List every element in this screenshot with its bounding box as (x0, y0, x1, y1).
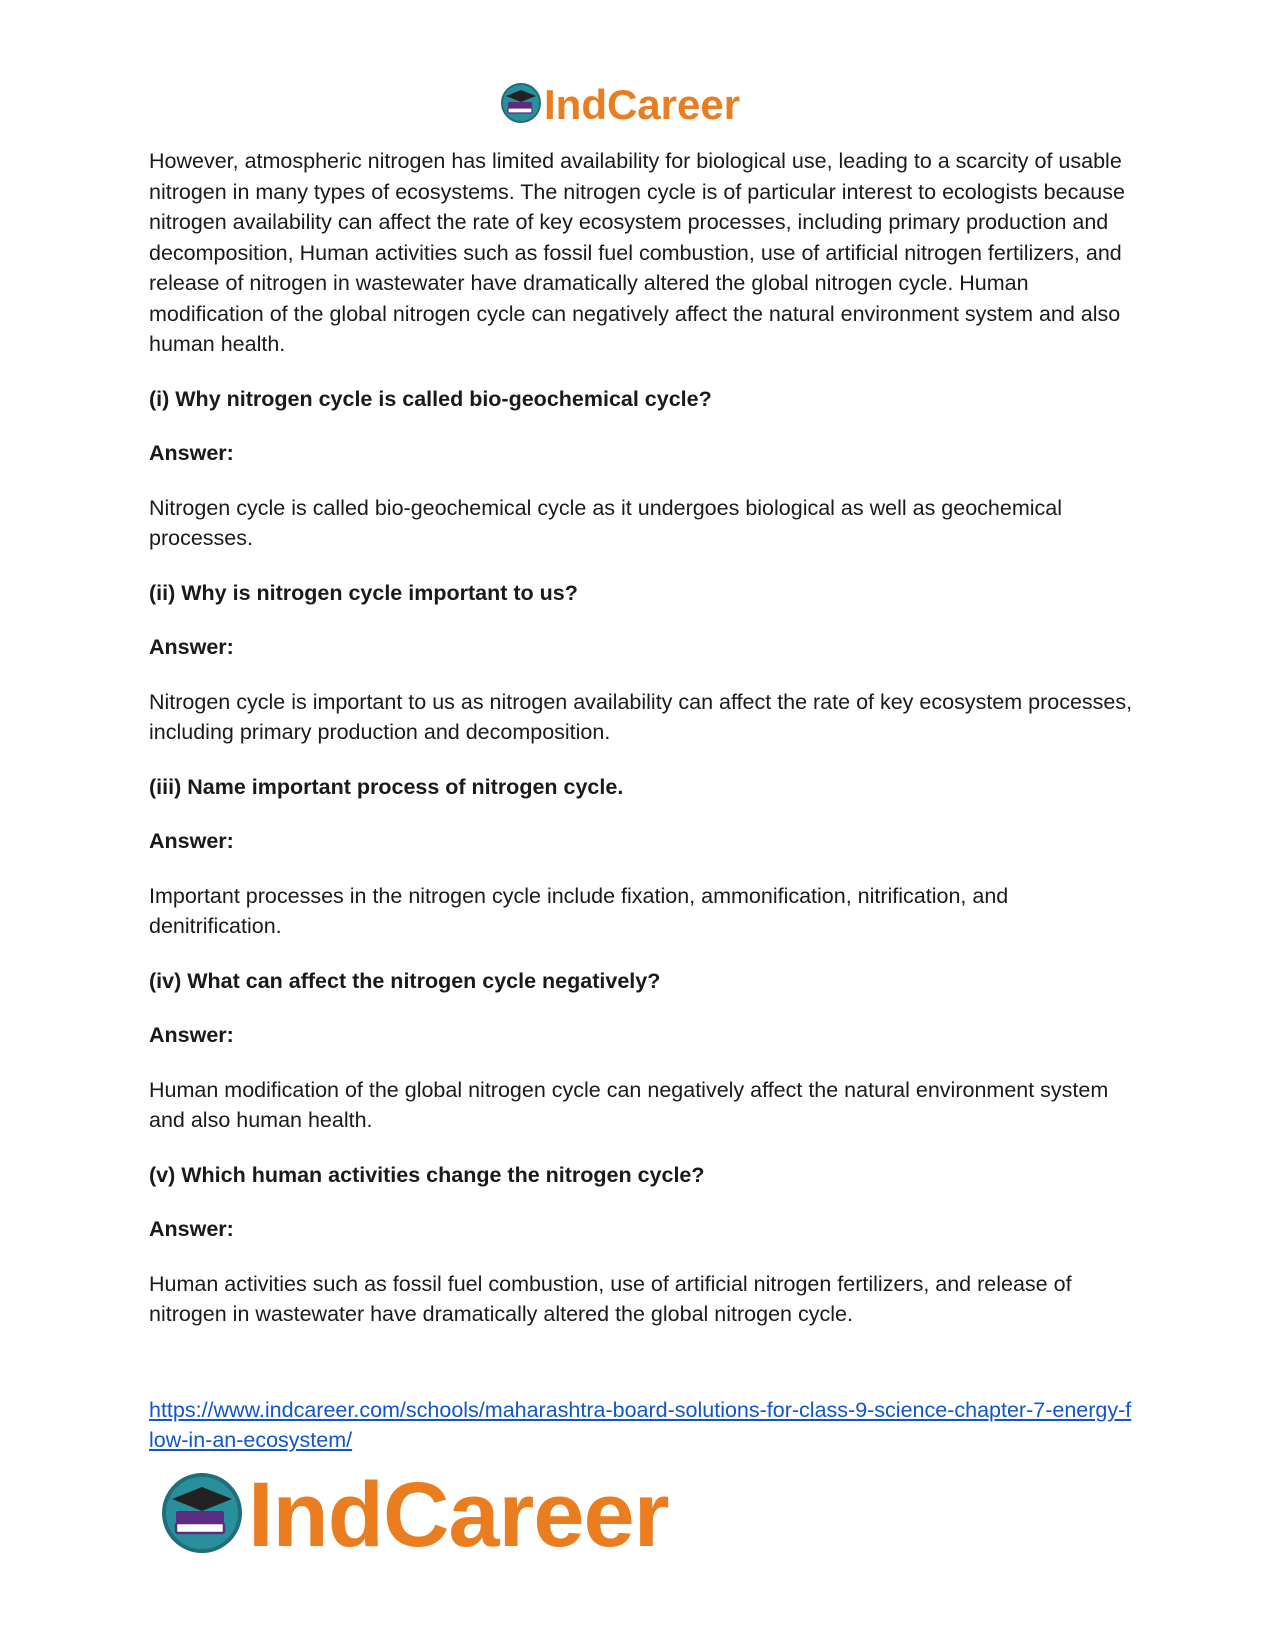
intro-paragraph: However, atmospheric nitrogen has limited availability for biological use, leading to a scarcity of usable nitrogen in many types of ecosystems. The nitrogen cycle is of particular interest to ecologists because nitrogen availability can affect the rate of key ecosystem processes, including primary production and decomposition, Human activities such as fossil fuel combustion, use of artificial nitrogen fertilizers, and release of nitrogen in wastewater have dramatically altered the global nitrogen cycle. Human modification of the global nitrogen cycle can negatively affect the natural environment system and also human health. (149, 149, 1125, 356)
logo-text: IndCareer (544, 81, 741, 128)
answer-4: Human modification of the global nitrogen cycle can negatively affect the natural environment system and also human health. (149, 1077, 1109, 1132)
logo-globe-icon (500, 82, 542, 129)
header-logo (500, 80, 740, 130)
answer-1: Nitrogen cycle is called bio-geochemical cycle as it undergoes biological as well as geochemical processes. (149, 495, 1063, 550)
logo-globe-icon (160, 1471, 244, 1560)
answer-label-2: Answer: (149, 635, 234, 659)
question-4: (iv) What can affect the nitrogen cycle negatively? (149, 968, 661, 993)
answer-label-5: Answer: (149, 1217, 234, 1241)
question-3: (iii) Name important process of nitrogen cycle. (149, 774, 624, 799)
source-link[interactable]: https://www.indcareer.com/schools/maharashtra-board-solutions-for-class-9-science-chapter-7-energy-flow-in-an-ecosystem/ (149, 1398, 1132, 1452)
question-5: (v) Which human activities change the nitrogen cycle? (149, 1162, 705, 1187)
logo-text: IndCareer (248, 1464, 669, 1566)
question-1: (i) Why nitrogen cycle is called bio-geochemical cycle? (149, 386, 712, 411)
answer-2: Nitrogen cycle is important to us as nitrogen availability can affect the rate of key ecosystem processes, including primary production and decomposition. (149, 689, 1133, 744)
document-body (149, 146, 1134, 1330)
answer-label-4: Answer: (149, 1023, 234, 1047)
footer-link-block (149, 1395, 1134, 1455)
question-2: (ii) Why is nitrogen cycle important to us? (149, 580, 578, 605)
answer-5: Human activities such as fossil fuel combustion, use of artificial nitrogen fertilizers, and release of nitrogen in wastewater have dramatically altered the global nitrogen cycle. (149, 1271, 1072, 1326)
answer-label-1: Answer: (149, 441, 234, 465)
answer-3: Important processes in the nitrogen cycle include fixation, ammonification, nitrification, and denitrification. (149, 883, 1009, 938)
answer-label-3: Answer: (149, 829, 234, 853)
footer-logo (160, 1464, 669, 1566)
